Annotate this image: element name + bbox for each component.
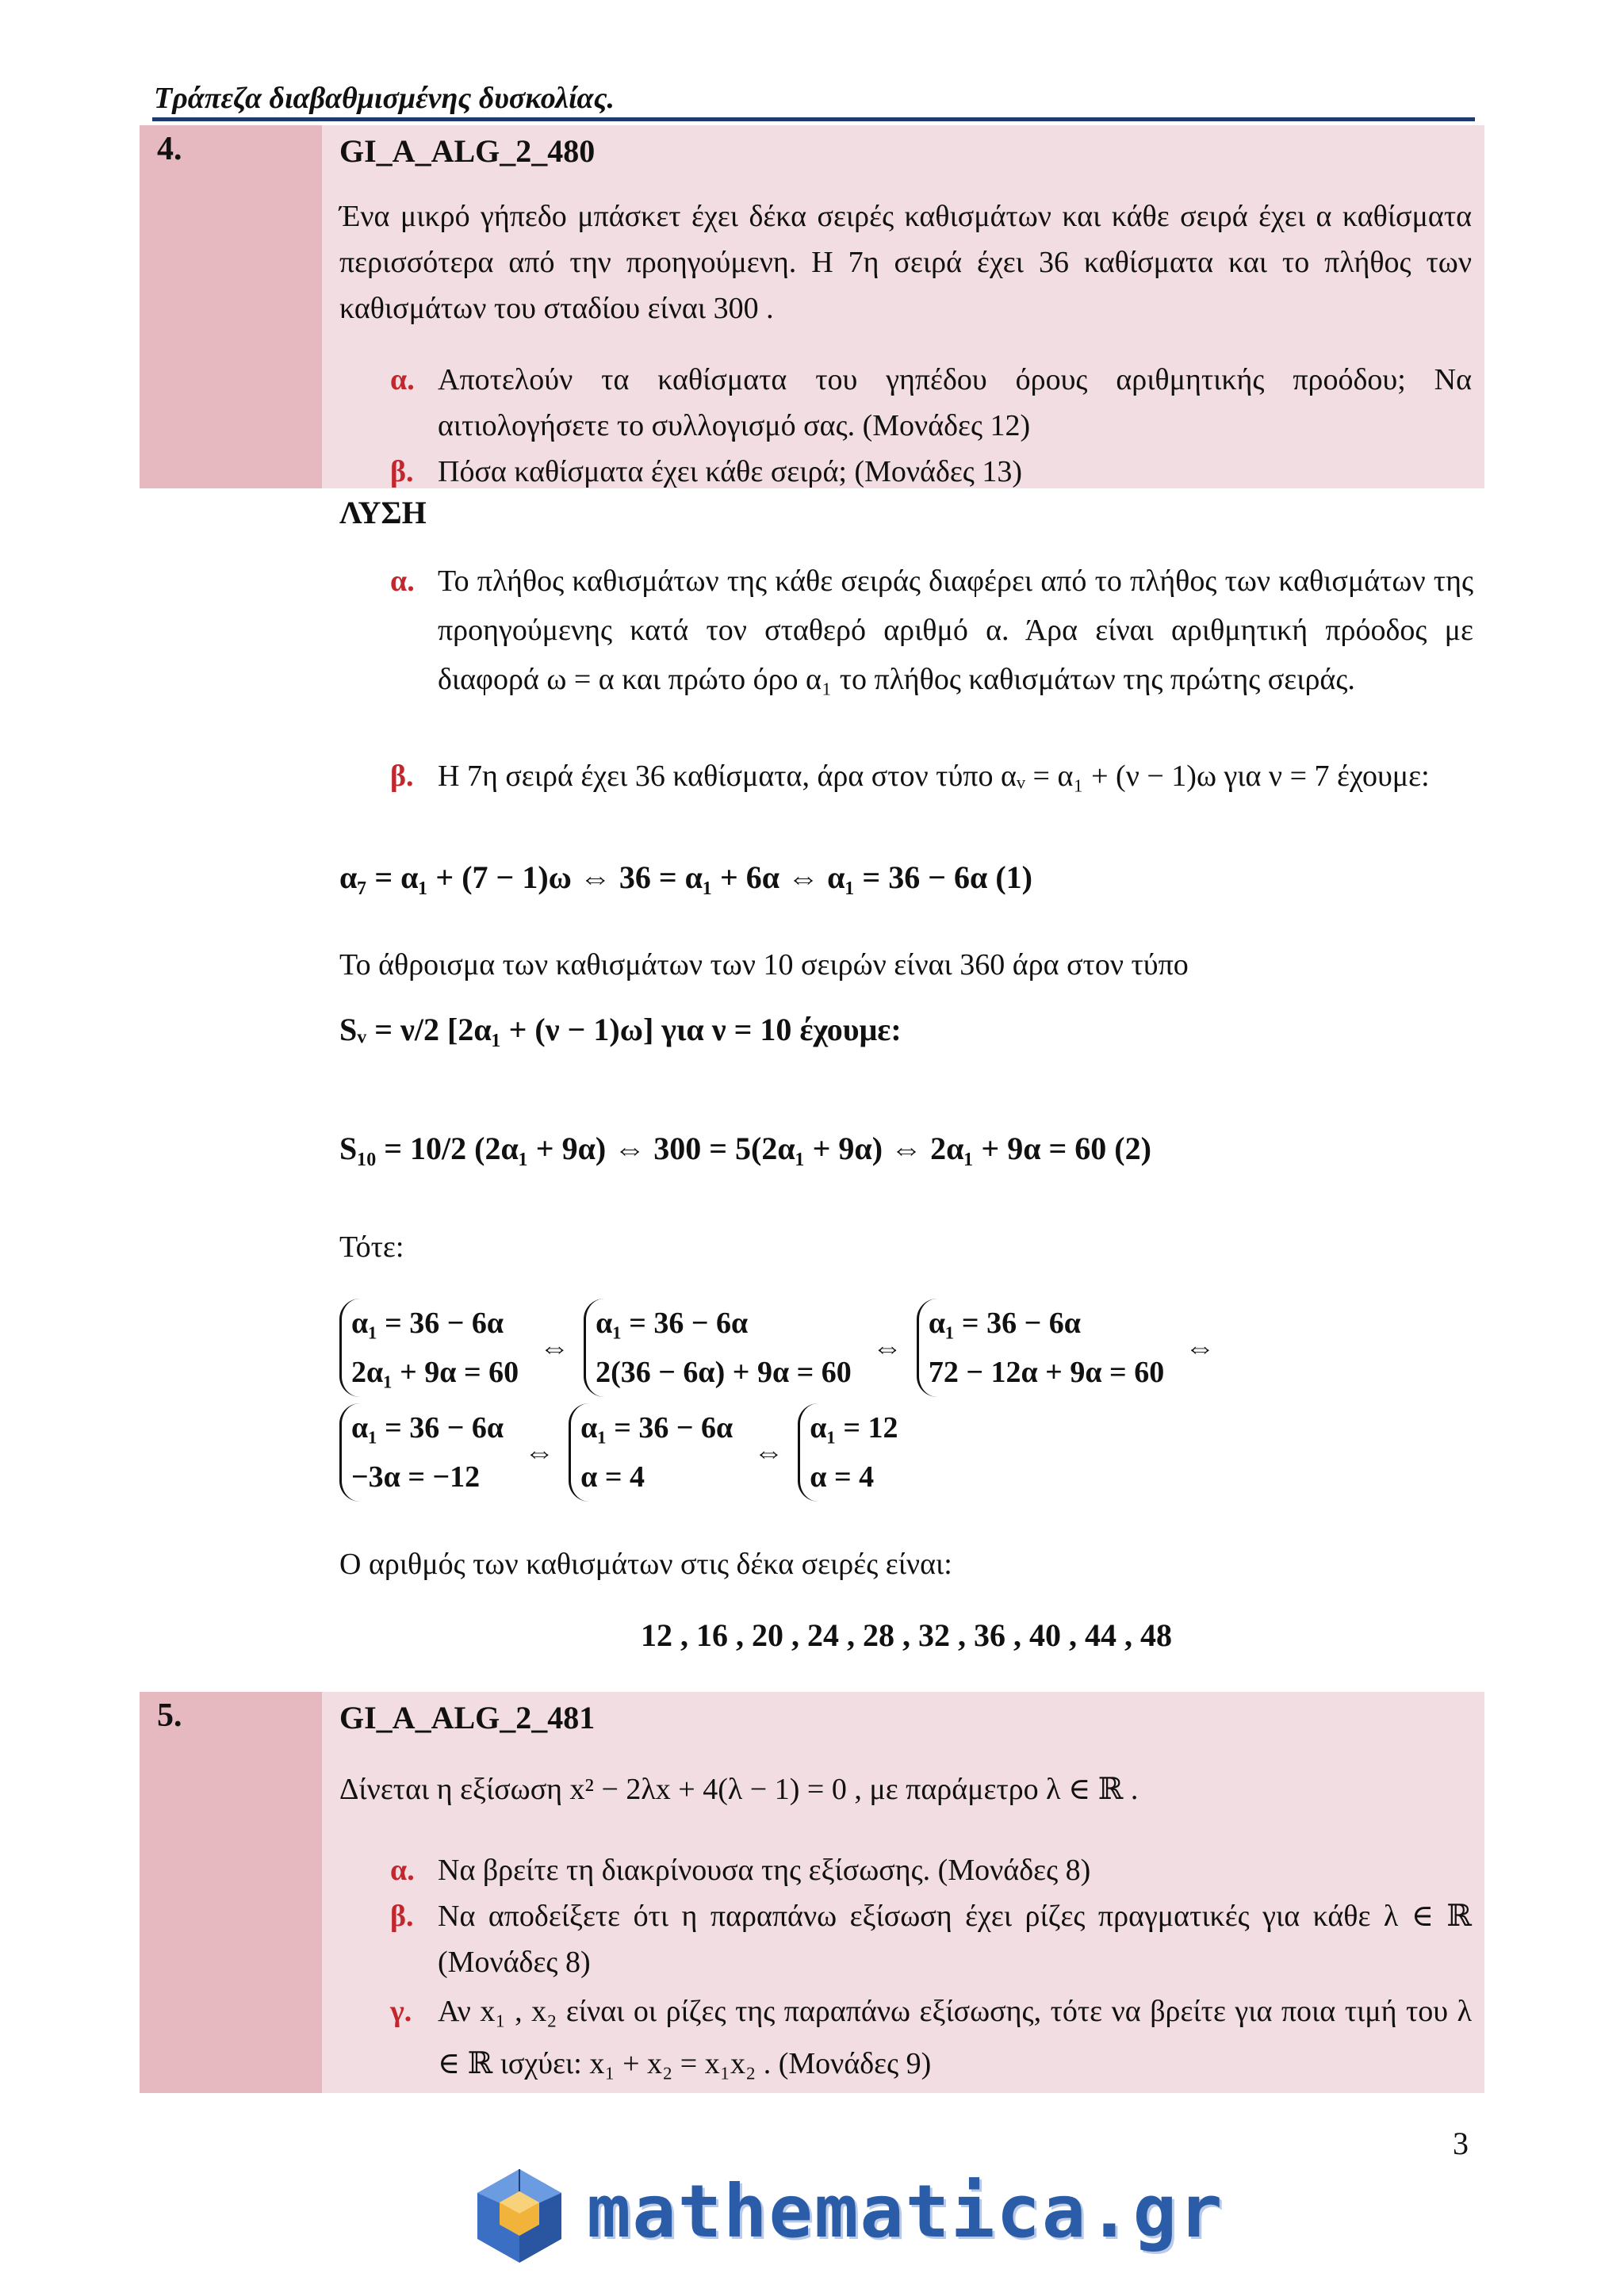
problem-number: 4.	[157, 131, 182, 167]
question-label: α.	[390, 363, 415, 396]
question-item	[339, 1847, 1472, 1893]
question-item	[339, 1985, 1472, 2090]
conclusion-text: Ο αριθμός των καθισμάτων στις δέκα σειρές είναι:	[339, 1548, 952, 1581]
equivalence-arrow: ⇔	[539, 1331, 570, 1364]
system-equation: α = 4	[810, 1460, 875, 1494]
equation-system	[339, 1299, 519, 1397]
question-label: β.	[390, 455, 414, 488]
solution-text: Το πλήθος καθισμάτων της κάθε σειράς διαφέρει από το πλήθος των καθισμάτων της προηγούμενης κατά τον σταθερό αριθμό α. Άρα είναι αριθμητική πρόοδος με διαφορά ω = α και πρώτο όρο α₁ το πλήθος καθισμάτων της πρώτης σειράς.	[438, 564, 1473, 696]
question-list	[339, 1847, 1472, 2090]
system-row-1	[339, 1299, 1473, 1397]
equation-system	[917, 1299, 1164, 1397]
system-equation: α₁ = 36 − 6α	[580, 1411, 733, 1445]
equation-system	[798, 1403, 898, 1502]
system-equation: 2α₁ + 9α = 60	[351, 1356, 519, 1389]
solution-heading: ΛΥΣΗ	[339, 495, 427, 530]
problem-5-box	[140, 1692, 1484, 2093]
problem-code: GI_A_ALG_2_481	[339, 1700, 596, 1735]
system-row-2	[339, 1403, 1473, 1502]
solution-item	[339, 748, 1473, 804]
problem-number: 5.	[157, 1697, 182, 1734]
equation-2: S₁₀ = 10/2 (2α₁ + 9α) ⇔ 300 = 5(2α₁ + 9α) ⇔ 2α₁ + 9α = 60 (2)	[339, 1131, 1151, 1166]
question-text: Να βρείτε τη διακρίνουσα της εξίσωσης. (Μονάδες 8)	[438, 1854, 1091, 1887]
problem-statement: Δίνεται η εξίσωση x² − 2λx + 4(λ − 1) = 0 , με παράμετρο λ ∈ ℝ .	[339, 1773, 1139, 1806]
equation-system	[339, 1403, 504, 1502]
problem-4-box	[140, 125, 1484, 488]
system-equation: 72 − 12α + 9α = 60	[928, 1356, 1165, 1389]
question-label: α.	[390, 1854, 415, 1887]
sum-formula: Sᵥ = ν/2 [2α₁ + (ν − 1)ω] για ν = 10 έχουμε:	[339, 1012, 902, 1047]
equivalence-arrow: ⇔	[753, 1436, 784, 1469]
solution-part-a	[339, 557, 1473, 704]
system-equation: α = 4	[580, 1460, 645, 1494]
question-label: β.	[390, 1900, 414, 1933]
equivalence-arrow: ⇔	[524, 1436, 555, 1469]
solution-label: β.	[390, 760, 414, 793]
document-header: Τράπεζα διαβαθμισμένης δυσκολίας.	[154, 82, 615, 115]
system-equation: α₁ = 36 − 6α	[351, 1307, 504, 1340]
solution-part-b	[339, 748, 1473, 804]
system-equation: −3α = −12	[351, 1460, 481, 1494]
logo-text: mathematica.gr	[587, 2169, 1224, 2254]
page-number: 3	[1453, 2126, 1469, 2161]
solution-text: Η 7η σειρά έχει 36 καθίσματα, άρα στον τύπο αᵥ = α₁ + (ν − 1)ω για ν = 7 έχουμε:	[438, 760, 1430, 793]
equation-1: α₇ = α₁ + (7 − 1)ω ⇔ 36 = α₁ + 6α ⇔ α₁ = 36 − 6α (1)	[339, 859, 1032, 895]
seat-sequence: 12 , 16 , 20 , 24 , 28 , 32 , 36 , 40 , 44 , 48	[641, 1617, 1172, 1653]
question-item	[339, 1893, 1472, 1985]
question-text: Αποτελούν τα καθίσματα του γηπέδου όρους αριθμητικής προόδου; Να αιτιολογήσετε το συλλογισμό σας. (Μονάδες 12)	[438, 363, 1472, 442]
solution-label: α.	[390, 564, 415, 598]
question-list	[339, 357, 1472, 495]
equation-system	[584, 1299, 852, 1397]
question-text: Πόσα καθίσματα έχει κάθε σειρά; (Μονάδες 13)	[438, 455, 1023, 488]
question-text: Να αποδείξετε ότι η παραπάνω εξίσωση έχει ρίζες πραγματικές για κάθε λ ∈ ℝ (Μονάδες 8)	[438, 1900, 1472, 1979]
system-equation: α₁ = 36 − 6α	[596, 1307, 749, 1340]
system-equation: α₁ = 36 − 6α	[928, 1307, 1081, 1340]
problem-code: GI_A_ALG_2_480	[339, 133, 596, 169]
solution-item	[339, 557, 1473, 704]
question-item	[339, 449, 1472, 495]
site-logo[interactable]	[468, 2164, 1224, 2267]
equivalence-arrow: ⇔	[871, 1331, 902, 1364]
equivalence-arrow: ⇔	[1185, 1331, 1216, 1364]
equation-system	[569, 1403, 733, 1502]
sum-text: Το άθροισμα των καθισμάτων των 10 σειρών είναι 360 άρα στον τύπο	[339, 948, 1189, 982]
question-label: γ.	[390, 1995, 412, 2028]
system-equation: α₁ = 36 − 6α	[351, 1411, 504, 1445]
system-equation: α₁ = 12	[810, 1411, 898, 1445]
question-item	[339, 357, 1472, 449]
polyhedron-icon	[468, 2164, 571, 2267]
system-chain	[339, 1292, 1473, 1508]
then-text: Τότε:	[339, 1230, 404, 1264]
header-rule	[152, 117, 1475, 121]
question-text: Αν x₁ , x₂ είναι οι ρίζες της παραπάνω εξίσωσης, τότε να βρείτε για ποια τιμή του λ ∈ ℝ ισχύει: x₁ + x₂ = x₁x₂ . (Μονάδες 9)	[438, 1995, 1472, 2080]
problem-statement: Ένα μικρό γήπεδο μπάσκετ έχει δέκα σειρές καθισμάτων και κάθε σειρά έχει α καθίσματα περισσότερα από την προηγούμενη. Η 7η σειρά έχει 36 καθίσματα και το πλήθος των καθισμάτων του σταδίου είναι 300 .	[339, 200, 1472, 325]
problem-number-cell	[140, 125, 322, 488]
system-equation: 2(36 − 6α) + 9α = 60	[596, 1356, 852, 1389]
problem-number-cell	[140, 1692, 322, 2093]
